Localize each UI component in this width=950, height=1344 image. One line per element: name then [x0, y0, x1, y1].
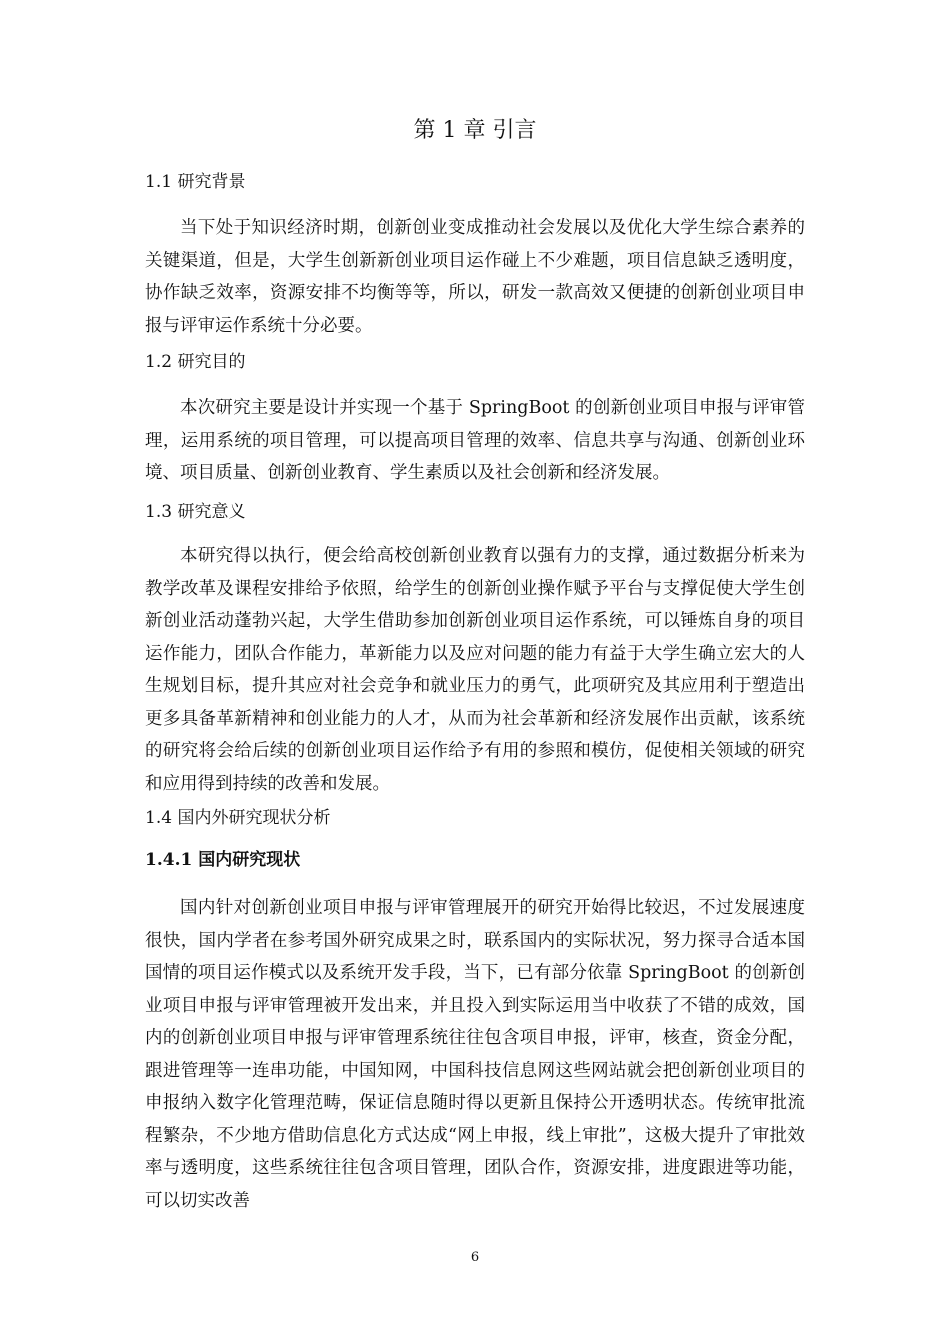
section-paragraph-1-1: 当下处于知识经济时期，创新创业变成推动社会发展以及优化大学生综合素养的关键渠道，但是，大学生创新新创业项目运作碰上不少难题，项目信息缺乏透明度，协作缺乏效率，资源安排不均衡等等，所以，研发一款高效又便捷的创新创业项目申报与评审运作系统十分必要。 [145, 218, 805, 336]
section-heading-1-2: 1.2 研究目的 [145, 352, 246, 372]
section-heading-1-3: 1.3 研究意义 [145, 502, 246, 522]
section-paragraph-1-3: 本研究得以执行，便会给高校创新创业教育以强有力的支撑，通过数据分析来为教学改革及课程安排给予依照，给学生的创新创业操作赋予平台与支撑促使大学生创新创业活动蓬勃兴起，大学生借助参加创新创业项目运作系统，可以锤炼自身的项目运作能力，团队合作能力，革新能力以及应对问题的能力有益于大学生确立宏大的人生规划目标，提升其应对社会竞争和就业压力的勇气，此项研究及其应用利于塑造出更多具备革新精神和创业能力的人才，从而为社会革新和经济发展作出贡献，该系统的研究将会给后续的创新创业项目运作给予有用的参照和模仿，促使相关领域的研究和应用得到持续的改善和发展。 [145, 546, 805, 794]
section-paragraph-1-4-1: 国内针对创新创业项目申报与评审管理展开的研究开始得比较迟，不过发展速度很快，国内学者在参考国外研究成果之时，联系国内的实际状况，努力探寻合适本国国情的项目运作模式以及系统开发手段，当下，已有部分依靠 SpringBoot 的创新创业项目申报与评审管理被开发出来，并且投入到实际运用当中收获了不错的成效，国内的创新创业项目申报与评审管理系统往往包含项目申报，评审，核查，资金分配，跟进管理等一连串功能，中国知网，中国科技信息网这些网站就会把创新创业项目的申报纳入数字化管理范畴，保证信息随时得以更新且保持公开透明状态。传统审批流程繁杂，不少地方借助信息化方式达成“网上申报，线上审批”，这极大提升了审批效率与透明度，这些系统往往包含项目管理，团队合作，资源安排，进度跟进等功能，可以切实改善 [145, 898, 805, 1211]
section-paragraph-1-2: 本次研究主要是设计并实现一个基于 SpringBoot 的创新创业项目申报与评审管理，运用系统的项目管理，可以提高项目管理的效率、信息共享与沟通、创新创业环境、项目质量、创新创业教育、学生素质以及社会创新和经济发展。 [145, 398, 805, 483]
subsection-heading-1-4-1: 1.4.1 国内研究现状 [145, 850, 301, 870]
chapter-title: 第 1 章 引言 [413, 118, 537, 143]
section-heading-1-1: 1.1 研究背景 [145, 172, 246, 192]
page-number: 6 [470, 1250, 480, 1265]
section-heading-1-4: 1.4 国内外研究现状分析 [145, 808, 331, 828]
